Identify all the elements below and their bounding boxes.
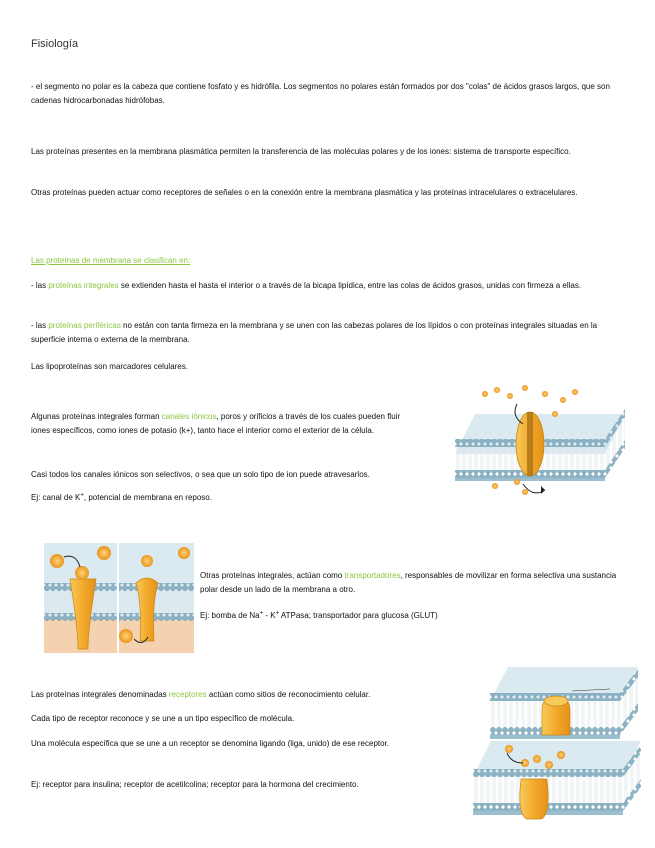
transporter-ex-c: ATPasa; transportador para glucosa (GLUT)	[279, 611, 438, 620]
receptors-pre: Las proteínas integrales denominadas	[31, 690, 169, 699]
transporters-pre: Otras proteínas integrales, actúan como	[200, 571, 345, 580]
paragraph-transport: Las proteínas presentes en la membrana plasmática permiten la transferencia de las moléculas polares y de los iones: sistema de transporte específico.	[31, 147, 571, 156]
paragraph-selective: Casi todos los canales iónicos son selectivos, o sea que un solo tipo de ion puede atravesarlos.	[31, 470, 370, 479]
transporter-ex-sup2: +	[275, 610, 280, 617]
integral-rest: se extienden hasta el hasta el interior o a través de la bicapa lipídica, entre las colas de ácidos grasos, unidas con firmeza a ellas.	[118, 281, 582, 290]
receptors-term: receptores	[168, 690, 207, 699]
integral-term: proteínas integrales	[48, 281, 119, 290]
channels-post: , poros y orificios a través de los cuales pueden fluir iones específicos, como iones de potasio (k+), tanto hace el interior como el exterior de la célula.	[31, 412, 401, 435]
paragraph-ion-channels	[31, 410, 421, 438]
page-title: Fisiología	[31, 38, 79, 50]
classification-title: Las proteínas de membrana se clasifican en:	[31, 256, 191, 265]
paragraph-receptors	[31, 688, 481, 702]
paragraph-peripheral-proteins	[31, 319, 631, 347]
receptor-figure-bottom	[473, 741, 641, 821]
peripheral-rest: no están con tanta firmeza en la membrana y se unen con las cabezas polares de los lípidos o con proteínas integrales situadas en la superficie interna o externa de la membrana.	[31, 321, 598, 344]
transporters-post: , responsables de movilizar en forma selectiva una sustancia polar desde un lado de la membrana a otro.	[200, 571, 617, 594]
transporter-figure	[44, 543, 194, 653]
transporters-term: transportadores	[344, 571, 401, 580]
paragraph-ligand: Una molécula específica que se une a un receptor se denomina ligando (liga, unido) de ese receptor.	[31, 739, 390, 748]
transporter-ex-sup1: +	[259, 610, 264, 617]
peripheral-prefix: - las	[31, 321, 49, 330]
paragraph-lipoproteins: Las lipoproteínas son marcadores celulares.	[31, 362, 188, 371]
receptors-post: actúan como sitios de reconocimiento celular.	[206, 690, 371, 699]
channel-example-sup: +	[80, 492, 84, 499]
channels-term: canales iónicos	[161, 412, 217, 421]
peripheral-term: proteínas periféricas	[48, 321, 121, 330]
integral-prefix: - las	[31, 281, 49, 290]
paragraph-polar-segment: - el segmento no polar es la cabeza que contiene fosfato y es hidrófila. Los segmentos no polares están formados por dos "colas" de ácidos grasos largos, que son cadenas hidrocarbonadas hidrófobas.	[31, 82, 610, 105]
channel-example-post: , potencial de membrana en reposo.	[83, 493, 212, 502]
transporter-ex-a: Ej: bomba de Na	[200, 611, 260, 620]
channels-pre: Algunas proteínas integrales forman	[31, 412, 162, 421]
paragraph-receptor-example: Ej: receptor para insulina; receptor de acetilcolina; receptor para la hormona del crecimiento.	[31, 780, 359, 789]
paragraph-receptor-type: Cada tipo de receptor reconoce y se une a un tipo específico de molécula.	[31, 714, 295, 723]
paragraph-integral-proteins	[31, 279, 631, 293]
channel-example-pre: Ej: canal de K	[31, 493, 81, 502]
paragraph-transporter-example	[200, 609, 620, 623]
paragraph-transporters	[200, 569, 620, 597]
ion-channel-figure	[455, 384, 625, 504]
paragraph-channel-example	[31, 491, 431, 505]
paragraph-receptors-intro: Otras proteínas pueden actuar como receptores de señales o en la conexión entre la membrana plasmática y las proteínas intracelulares o extracelulares.	[31, 188, 578, 197]
transporter-ex-b: - K	[263, 611, 276, 620]
receptor-figure-top	[490, 661, 638, 741]
